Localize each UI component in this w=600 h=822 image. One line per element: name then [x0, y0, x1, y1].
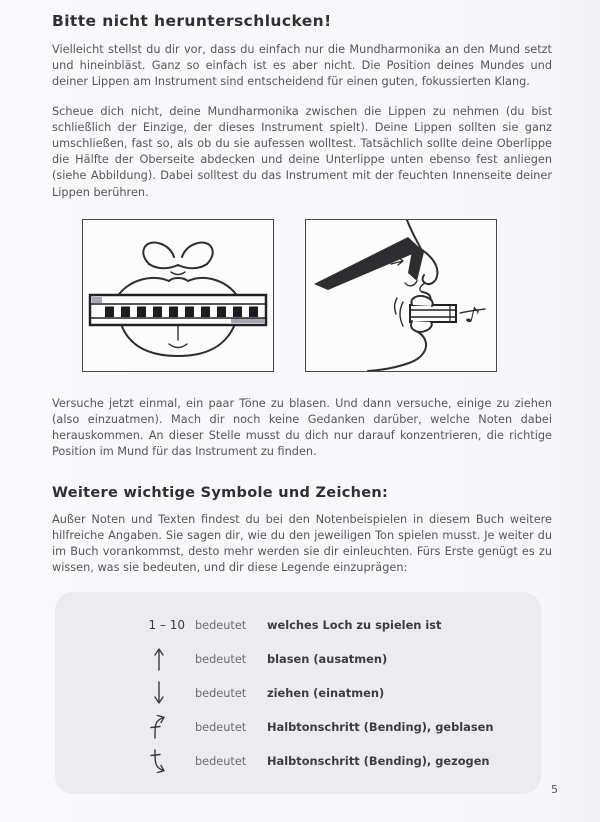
legend-row-bend-blow — [55, 710, 541, 744]
legend-meaning: ziehen (einatmen) — [267, 686, 385, 701]
figure-profile-player — [305, 219, 497, 372]
legend-row-draw — [55, 676, 541, 710]
figure-mouth-front — [82, 219, 274, 372]
bend-up-arrow-icon — [55, 714, 185, 740]
music-note-icon: ♪ — [462, 302, 483, 330]
legend-meaning: blasen (ausatmen) — [267, 652, 388, 667]
section-heading-symbols: Weitere wichtige Symbole und Zeichen: — [52, 484, 389, 501]
legend-connector: bedeutet — [195, 618, 247, 632]
harmonica-side — [410, 305, 456, 322]
legend-connector: bedeutet — [195, 686, 247, 700]
legend-meaning: Halbtonschritt (Bending), gezogen — [267, 754, 490, 769]
hole-number-range: 1 – 10 — [148, 618, 185, 633]
legend-row-holes — [55, 608, 541, 642]
legend-connector: bedeutet — [195, 754, 247, 768]
figure-row — [82, 219, 552, 372]
paragraph-symbols-intro: Außer Noten und Texten findest du bei den Notenbeispielen in diesem Buch weitere hilfreiche Angaben. Sie sagen dir, wie du den jeweiligen Ton spielen musst. Je weiter du im Buch vorankommst, desto mehr werden sie dir einleuchten. Fürs Erste genügt es zu wissen, was sie bedeuten, und dir diese Legende einzuprägen: — [52, 512, 552, 575]
paragraph-lip-position: Scheue dich nicht, deine Mundharmonika zwischen die Lippen zu nehmen (du bist schließlich der Einzige, der dieses Instrument spielt). Deine Lippen sollten sie ganz umschließen, fast so, als ob du sie aufessen wolltest. Tatsächlich sollte deine Oberlippe die Hälfte der Oberseite abdecken und deine Unterlippe unten ebenso fest anliegen (siehe Abbildung). Dabei solltest du das Instrument mit der feuchten Innenseite deiner Lippen berühren. — [52, 104, 552, 199]
harmonica-front — [90, 295, 266, 325]
arrow-up-icon — [55, 646, 185, 672]
mouth-harmonica-illustration — [83, 220, 273, 371]
page-number: 5 — [551, 783, 558, 796]
legend-row-blow — [55, 642, 541, 676]
legend-connector: bedeutet — [195, 720, 247, 734]
bend-down-arrow-icon — [55, 748, 185, 774]
legend-connector: bedeutet — [195, 652, 247, 666]
legend-row-bend-draw — [55, 744, 541, 778]
paragraph-practice: Versuche jetzt einmal, ein paar Töne zu blasen. Und dann versuche, einige zu ziehen (also einzuatmen). Mach dir noch keine Gedanken darüber, welche Noten dabei herauskommen. An dieser Stelle musst du dich nur darauf konzentrieren, die richtige Position im Mund für das Instrument zu finden. — [52, 396, 552, 459]
paragraph-intro: Vielleicht stellst du dir vor, dass du einfach nur die Mundharmonika an den Mund setzt und hineinbläst. Ganz so einfach ist es aber nicht. Die Position deines Mundes und deiner Lippen am Instrument sind entscheidend für einen guten, fokussierten Klang. — [52, 43, 552, 89]
page-title: Bitte nicht herunterschlucken! — [52, 12, 332, 30]
legend-meaning: welches Loch zu spielen ist — [267, 618, 442, 633]
profile-player-illustration — [306, 220, 496, 371]
legend-meaning: Halbtonschritt (Bending), geblasen — [267, 720, 494, 735]
symbol-legend-box — [55, 592, 541, 794]
arrow-down-icon — [55, 680, 185, 706]
